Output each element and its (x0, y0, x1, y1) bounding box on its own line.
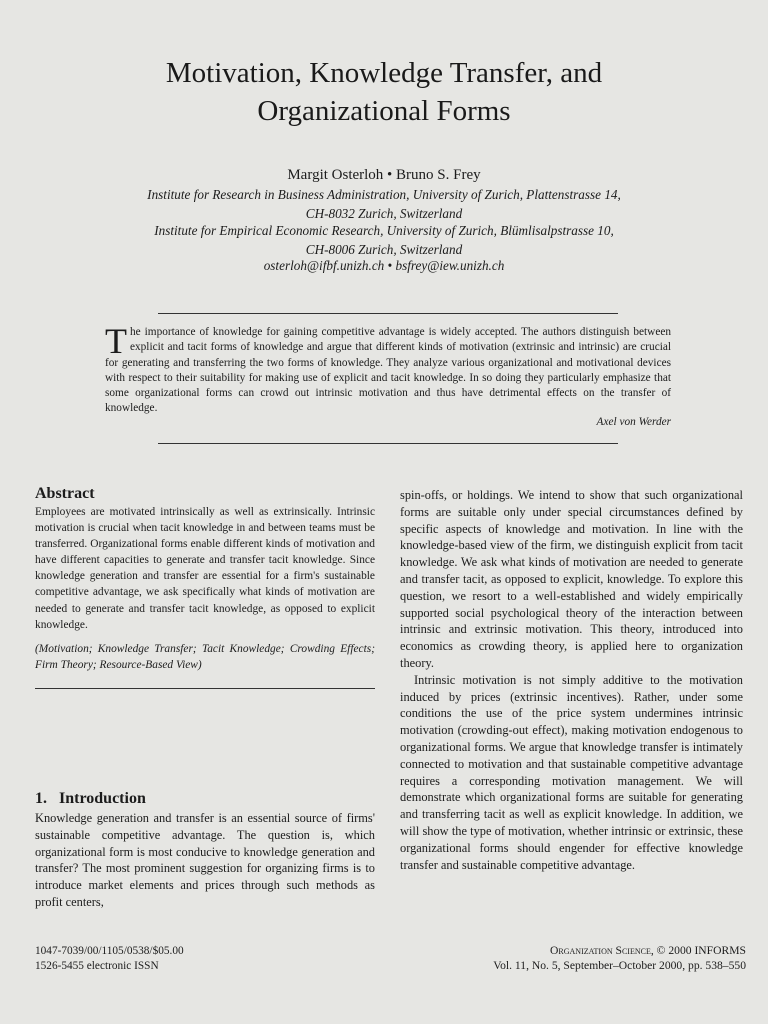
affiliation-2-line-1: Institute for Empirical Economic Research, University of Zurich, Blümlisalpstrasse 10, (154, 223, 614, 238)
paragraph: spin-offs, or holdings. We intend to show that such organizational forms are suitable only under special circumstances defined by specific aspects of knowledge and motivation. In line with the knowledge-based view of the firm, we distinguish explicit from tacit knowledge. We ask what kinds of motivation are needed to generate and transfer tacit, as opposed to explicit, knowledge. To explore this question, we resort to a well-established and widely empirically supported social psychological theory of the interaction between intrinsic and extrinsic motivation. This theory, introduced into economics as crowding theory, is applied here to organization theory. (400, 488, 743, 670)
divider-abstract (35, 688, 375, 689)
footer-issn (35, 944, 184, 973)
journal-copyright (493, 944, 746, 959)
paragraph: Intrinsic motivation is not simply additive to the motivation induced by prices (extrinsic incentives). Rather, under some conditions the use of the price system undermines intrinsic motivation (crowding-out effect), making motivation endogenous to organizational forms. We argue that knowledge transfer is intimately connected to motivation and that sustainable competitive advantage requires a corresponding motivation management. We will demonstrate which organizational forms are suitable for generating and transferring tacit as well as explicit knowledge. In addition, we will show the type of motivation, whether intrinsic or extrinsic, these organizational forms should engender for effective knowledge transfer and sustainable competitive advantage. (400, 672, 743, 872)
right-column (400, 487, 743, 873)
divider-top (158, 313, 618, 314)
author-names: Margit Osterloh • Bruno S. Frey (287, 167, 481, 183)
volume-citation: Vol. 11, No. 5, September–October 2000, pp. 538–550 (493, 958, 746, 972)
abstract-heading: Abstract (35, 485, 95, 502)
editor-introduction (105, 321, 671, 417)
author-emails: osterloh@ifbf.unizh.ch • bsfrey@iew.unizh.ch (263, 258, 505, 273)
issn-electronic: 1526-5455 electronic ISSN (35, 959, 159, 972)
issn-print: 1047-7039/00/1105/0538/$05.00 (35, 945, 184, 957)
section-heading-introduction: 1. Introduction (35, 790, 146, 807)
journal-name: Organization Science (550, 944, 651, 957)
keywords: (Motivation; Knowledge Transfer; Tacit Knowledge; Crowding Effects; Firm Theory; Resource-Based View) (35, 643, 375, 672)
affiliation-1-line-1: Institute for Research in Business Administration, University of Zurich, Plattenstrasse 14, (147, 187, 621, 202)
title-line-1: Motivation, Knowledge Transfer, and (165, 57, 603, 89)
abstract-body: Employees are motivated intrinsically as well as extrinsically. Intrinsic motivation is crucial when tacit knowledge in and between teams must be transferred. Organizational forms enable different kinds of motivation and have different capacities to generate and transfer tacit knowledge. Since knowledge generation and transfer are essential for a firm's sustainable competitive advantage, we ask specifically what kinds of motivation are needed to generate and transfer tacit knowledge, as opposed to explicit knowledge. (35, 506, 375, 631)
footer-citation (493, 944, 746, 973)
article-title (0, 54, 768, 130)
title-line-2: Organizational Forms (257, 95, 511, 127)
affiliation-2-line-2: CH-8006 Zurich, Switzerland (305, 242, 463, 257)
copyright: , © 2000 INFORMS (650, 944, 746, 957)
drop-cap: T (105, 321, 127, 361)
affiliation-2 (0, 221, 768, 259)
divider-bottom (158, 443, 618, 444)
editor-introduction-text: he importance of knowledge for gaining competitive advantage is widely accepted. The authors distinguish between explicit and tacit forms of knowledge and argue that different kinds of motivation (extrinsic and intrinsic) are crucial for generating and transferring the two forms of knowledge. They analyze various organizational and motivational devices with respect to their suitability for making use of explicit and tacit knowledge. In so doing they particularly emphasize that some organizational forms can crowd out intrinsic motivation and thus have detrimental effects on the transfer of knowledge. (105, 326, 671, 415)
editor-signature: Axel von Werder (596, 416, 671, 428)
affiliation-1-line-2: CH-8032 Zurich, Switzerland (305, 206, 463, 221)
affiliation-1 (0, 185, 768, 223)
introduction-body: Knowledge generation and transfer is an essential source of firms' sustainable competitive advantage. The question is, which organizational form is most conducive to knowledge generation and transfer? The most prominent suggestion for organizing firms is to introduce market elements and prices through such methods as profit centers, (35, 811, 375, 909)
